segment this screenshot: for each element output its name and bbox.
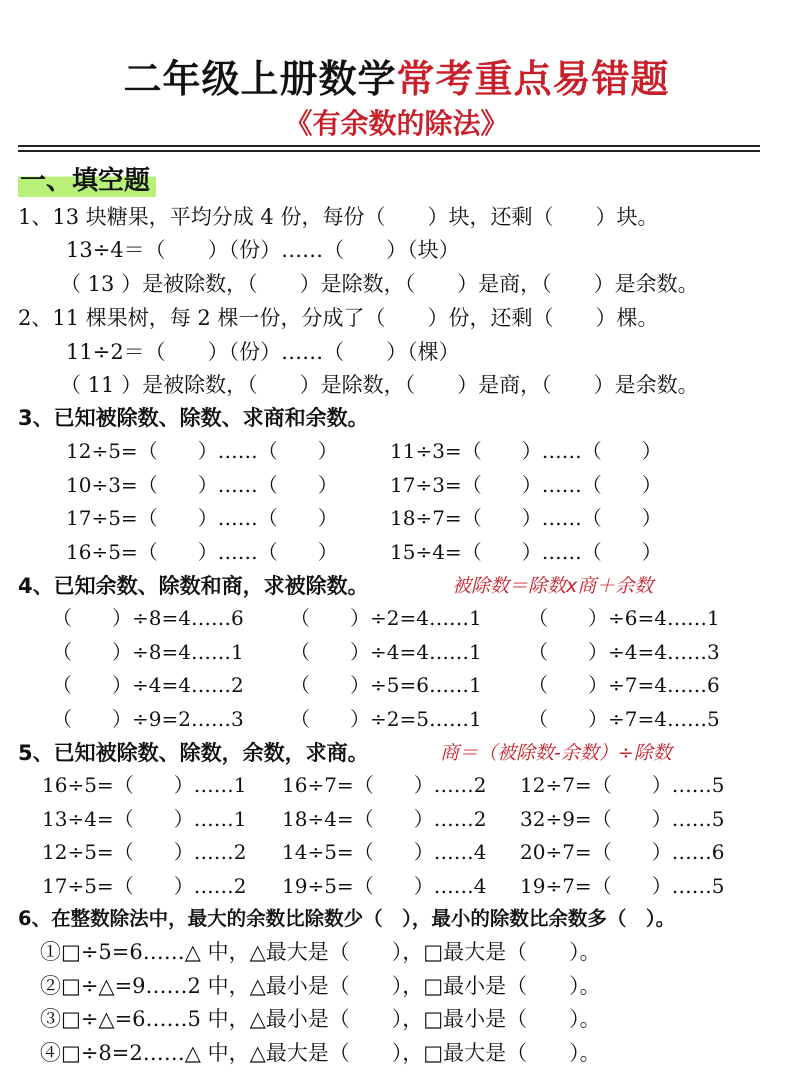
title-main: 二年级上册数学: [123, 57, 397, 101]
q1-line3: （ 13 ）是被除数，（ ）是除数，（ ）是商，（ ）是余数。: [60, 272, 699, 296]
q2-line2: 11÷2＝（ ）（份）……（ ）（棵）: [66, 340, 460, 364]
q4-item: （ ）÷4=4……2: [52, 673, 244, 697]
q1-line1: 1、13 块糖果，平均分成 4 份，每份（ ）块，还剩（ ）块。: [18, 205, 659, 229]
q5-item: 19÷5=（ ）……4: [282, 873, 487, 898]
q4-item: （ ）÷7=4……6: [528, 673, 720, 697]
q6-heading: 6、在整数除法中，最大的余数比除数少（ ），最小的除数比余数多（ ）。: [18, 907, 676, 930]
q3-item: 15÷4=（ ）……（ ）: [390, 539, 662, 564]
divider-top: [18, 145, 760, 147]
q5-item: 18÷4=（ ）……2: [282, 806, 487, 831]
q4-item: （ ）÷8=4……6: [52, 606, 244, 630]
q5-item: 20÷7=（ ）……6: [520, 840, 725, 864]
q4-item: （ ）÷4=4……3: [528, 639, 720, 664]
q4-formula-note: 被除数＝除数x商＋余数: [452, 575, 654, 597]
q5-item: 13÷4=（ ）……1: [42, 806, 247, 831]
q4-item: （ ）÷8=4……1: [52, 639, 244, 664]
q4-item: （ ）÷5=6……1: [290, 673, 482, 697]
q6-item: ④□÷8=2……△ 中，△最大是（ ），□最大是（ ）。: [40, 1040, 601, 1065]
q3-item: 18÷7=（ ）……（ ）: [390, 506, 662, 530]
q4-item: （ ）÷2=5……1: [290, 706, 482, 731]
q6-item: ③□÷△=6……5 中，△最小是（ ），□最小是（ ）。: [40, 1007, 601, 1031]
section-heading: 一、填空题: [18, 160, 156, 197]
q5-item: 12÷7=（ ）……5: [520, 773, 725, 797]
q2-line1: 2、11 棵果树，每 2 棵一份，分成了（ ）份，还剩（ ）棵。: [18, 306, 659, 330]
q4-item: （ ）÷4=4……1: [290, 639, 482, 664]
q4-item: （ ）÷7=4……5: [528, 706, 720, 731]
q5-item: 19÷7=（ ）……5: [520, 873, 725, 898]
q4-heading: 4、已知余数、除数和商，求被除数。: [18, 574, 369, 598]
divider-bottom: [18, 150, 760, 152]
q3-item: 16÷5=（ ）……（ ）: [66, 539, 338, 564]
q3-item: 17÷5=（ ）……（ ）: [66, 506, 338, 530]
q3-heading: 3、已知被除数、除数、求商和余数。: [18, 406, 369, 430]
q1-line2: 13÷4＝（ ）（份）……（ ）（块）: [66, 238, 460, 262]
q3-item: 11÷3=（ ）……（ ）: [390, 439, 662, 463]
q5-item: 16÷5=（ ）……1: [42, 773, 247, 797]
q5-item: 32÷9=（ ）……5: [520, 806, 725, 831]
q5-heading: 5、已知被除数、除数，余数，求商。: [18, 741, 369, 765]
title-highlight: 常考重点易错题: [396, 57, 670, 101]
q5-item: 17÷5=（ ）……2: [42, 873, 247, 898]
q4-item: （ ）÷9=2……3: [52, 706, 244, 731]
q4-item: （ ）÷6=4……1: [528, 606, 720, 630]
page-title: [0, 48, 793, 103]
q3-item: 10÷3=（ ）……（ ）: [66, 472, 338, 497]
page-subtitle: 《有余数的除法》: [284, 107, 509, 140]
q6-item: ①□÷5=6……△ 中，△最大是（ ），□最大是（ ）。: [40, 940, 601, 964]
q5-item: 16÷7=（ ）……2: [282, 773, 487, 797]
q5-item: 14÷5=（ ）……4: [282, 840, 487, 864]
q3-item: 17÷3=（ ）……（ ）: [390, 472, 662, 497]
q5-formula-note: 商＝（被除数-余数）÷除数: [440, 742, 672, 764]
q6-item: ②□÷△=9……2 中，△最小是（ ），□最小是（ ）。: [40, 973, 601, 998]
q3-item: 12÷5=（ ）……（ ）: [66, 439, 338, 463]
q5-item: 12÷5=（ ）……2: [42, 840, 247, 864]
q4-item: （ ）÷2=4……1: [290, 606, 482, 630]
q2-line3: （ 11 ）是被除数，（ ）是除数，（ ）是商，（ ）是余数。: [60, 373, 699, 397]
